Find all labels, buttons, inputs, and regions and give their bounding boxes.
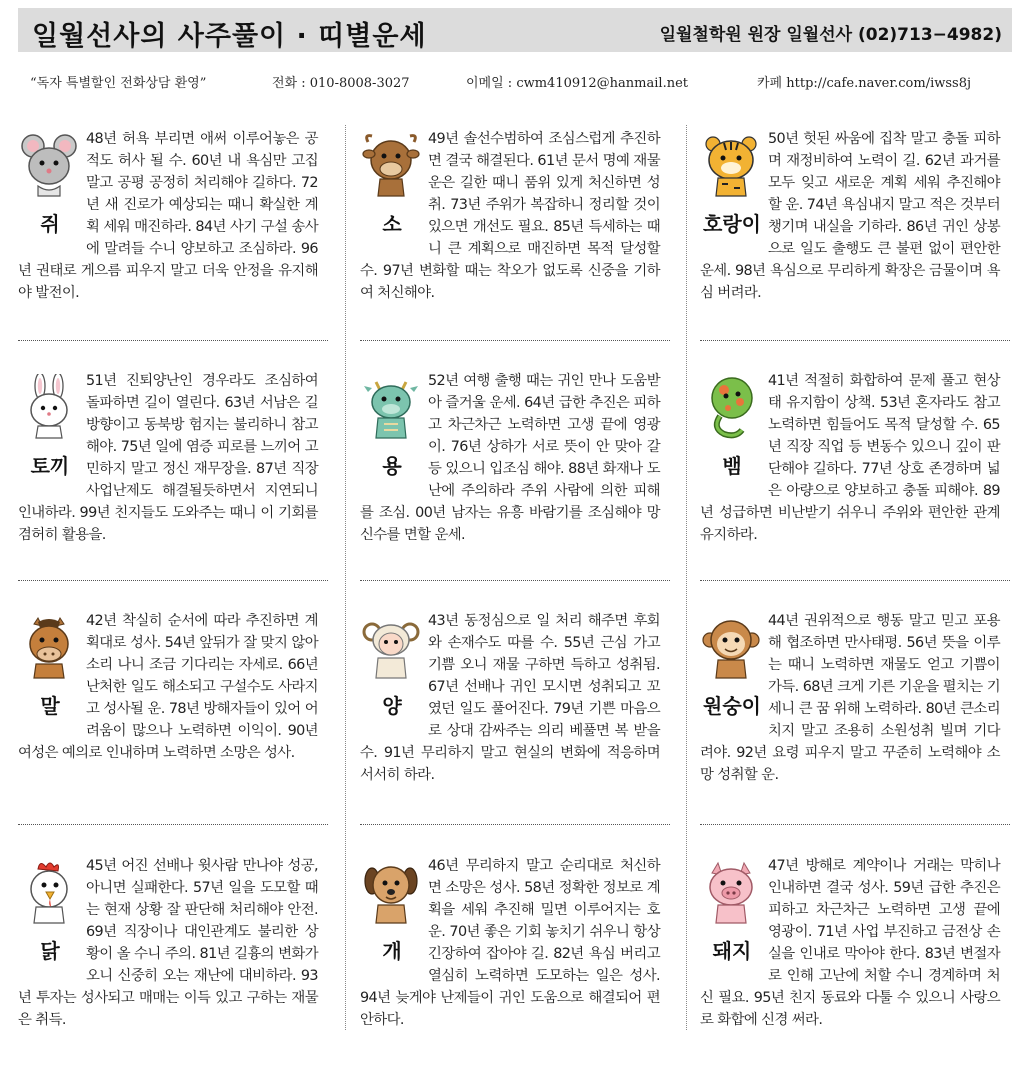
monkey-icon: [702, 614, 760, 680]
fortune-text: 51년 진퇴양난인 경우라도 조심하여 돌파하면 길이 열린다. 63년 서남은 길 방향이고 동북방 험지는 불리하니 참고해야. 75년 일에 염증 피로를 느끼어 고민하지 말고 정신 재무장을. 87년 직장 사업난제도 해결될듯하면서 지연되니 인내하라. 99년 친지들도 도와주는 때니 이 기회를 겸허히 활용을.: [18, 373, 318, 543]
zodiac-entry-dragon: [360, 370, 660, 580]
row-divider: [18, 824, 328, 825]
fortune-text: 49년 솔선수범하여 조심스럽게 추진하면 결국 해결된다. 61년 문서 명예 재물운은 길한 때니 품위 있게 처신하면 성취. 73년 주위가 복잡하니 정리할 것이 있으면 개선도 필요. 85년 득세하는 때니 큰 계획으로 매진하면 목적 달성할 수. 97년 변화할 때는 착오가 없도록 신중을 기하여 처신해야.: [360, 131, 660, 301]
column-divider: [345, 125, 346, 1030]
row-divider: [360, 824, 670, 825]
zodiac-entry-tiger: [700, 128, 1000, 338]
horse-icon: [20, 614, 78, 680]
fortune-text: 50년 헛된 싸움에 집착 말고 충돌 피하며 재정비하여 노력이 길. 62년 과거를 모두 잊고 새로운 계획 세워 추진해야 할 운. 74년 욕심내지 말고 적은 것부터 챙기며 내실을 기하라. 86년 귀인 상봉으로 일도 출행도 큰 불편 없이 편안한 운세. 98년 욕심으로 무리하게 확장은 금물이며 욕심 버려라.: [700, 131, 1000, 301]
zodiac-entry-horse: [18, 610, 318, 820]
author-credit: 일월철학원 원장 일월선사 (02)713−4982): [659, 25, 1002, 45]
zodiac-name: 돼지: [712, 939, 752, 963]
fortune-text: 45년 어진 선배나 윗사람 만나야 성공, 아니면 실패한다. 57년 일을 도모할 때는 현재 상황 잘 판단해 처리해야 안전. 69년 직장이나 대인관계도 불리한 상황이 올 수니 주의. 81년 길흉의 변화가 오니 신중히 오는 재난에 대비하라. 93년 투자는 성사되고 매매는 이득 있고 구하는 재물은 취득.: [18, 858, 318, 1028]
fortune-text: 46년 무리하지 말고 순리대로 처신하면 소망은 성사. 58년 정확한 정보로 계획을 세워 추진해 밀면 이루어지는 호운. 70년 좋은 기회 놓치기 쉬우니 항상 긴장하여 잡아야 길. 82년 욕심 버리고 열심히 노력하면 도모하는 일은 성사. 94년 늦게야 난제들이 귀인 도움으로 해결되어 편안하다.: [360, 858, 660, 1028]
row-divider: [360, 340, 670, 341]
zodiac-name: 토끼: [30, 454, 70, 478]
zodiac-entry-monkey: [700, 610, 1000, 820]
column-divider: [686, 125, 687, 1030]
page-title: 일월선사의 사주풀이 · 띠별운세: [32, 21, 427, 52]
rabbit-icon: [20, 374, 78, 440]
sheep-icon: [362, 614, 420, 680]
cafe-link[interactable]: 카페 http://cafe.naver.com/iwss8j: [757, 76, 972, 91]
zodiac-entry-dog: [360, 855, 660, 1065]
zodiac-name: 말: [40, 694, 60, 718]
zodiac-entry-rabbit: [18, 370, 318, 580]
fortune-text: 52년 여행 출행 때는 귀인 만나 도움받아 즐거울 운세. 64년 급한 추진은 피하고 차근차근 노력하면 고생 끝에 영광이. 76년 상하가 서로 뜻이 안 맞아 갈등 있으니 입조심 해야. 88년 화재나 도난에 주의하라 주위 사람에 의한 피해를 조심. 00년 남자는 유흥 바람기를 조심해야 망신수를 면할 운세.: [360, 373, 660, 543]
dragon-icon: [362, 374, 420, 440]
zodiac-entry-snake: [700, 370, 1000, 580]
zodiac-name: 소: [382, 212, 402, 236]
header-banner: [18, 8, 1012, 52]
phone-text: 전화 : 010-8008-3027: [272, 76, 410, 91]
ox-icon: [362, 132, 420, 198]
snake-icon: [702, 374, 760, 440]
fortune-text: 44년 권위적으로 행동 말고 믿고 포용해 협조하면 만사태평. 56년 뜻을 이루는 때니 노력하면 재물도 얻고 기쁨이 가득. 68년 크게 기른 기운을 펼치는 기세니 큰 꿈 위해 노력하라. 80년 큰소리치지 말고 조용히 소원성취 빌며 기다려야. 92년 요령 피우지 말고 꾸준히 노력해야 소망 성취할 운.: [700, 613, 1000, 783]
row-divider: [18, 580, 328, 581]
promo-text: “독자 특별할인 전화상담 환영”: [30, 76, 207, 91]
fortune-text: 47년 방해로 계약이나 거래는 막히나 인내하면 결국 성사. 59년 급한 추진은 피하고 차근차근 노력하면 고생 끝에 영광이. 71년 사업 부진하고 금전상 손실을 인내로 막아야 한다. 83년 변절자로 인해 고난에 처할 수니 경계하며 처신 필요. 95년 친지 동료와 다툴 수 있으니 사랑으로 화합에 신경 써라.: [700, 858, 1000, 1028]
row-divider: [700, 580, 1010, 581]
pig-icon: [702, 859, 760, 925]
zodiac-name: 원숭이: [703, 694, 761, 718]
zodiac-entry-rat: [18, 128, 318, 338]
row-divider: [700, 340, 1010, 341]
rat-icon: [20, 132, 78, 198]
email-text: 이메일 : cwm410912@hanmail.net: [466, 76, 688, 91]
row-divider: [18, 340, 328, 341]
zodiac-name: 양: [382, 694, 402, 718]
dog-icon: [362, 859, 420, 925]
fortune-text: 42년 착실히 순서에 따라 추진하면 계획대로 성사. 54년 앞뒤가 잘 맞지 않아 소리 나니 조금 기다리는 자세로. 66년 난처한 일도 해소되고 구설수도 사라지고 성사될 운. 78년 방해자들이 있어 어려움이 많으나 노력하면 이익이. 90년 여성은 예의로 인내하며 노력하면 소망은 성사.: [18, 613, 318, 761]
zodiac-name: 뱀: [722, 454, 742, 478]
zodiac-entry-rooster: [18, 855, 318, 1065]
zodiac-name: 쥐: [40, 212, 60, 236]
row-divider: [700, 824, 1010, 825]
zodiac-entry-ox: [360, 128, 660, 338]
fortune-text: 43년 동정심으로 일 처리 해주면 후회와 손재수도 따를 수. 55년 근심 가고 기쁨 오니 재물 구하면 득하고 성취됨. 67년 선배나 귀인 모시면 성취되고 꼬였던 일도 풀어진다. 79년 기쁜 마음으로 상대 감싸주는 의리 베풀면 복 받을 수. 91년 무리하지 말고 현실의 변화에 적응하며 서서히 하라.: [360, 613, 660, 783]
row-divider: [360, 580, 670, 581]
zodiac-name: 용: [382, 454, 402, 478]
zodiac-name: 호랑이: [703, 212, 761, 236]
zodiac-name: 개: [382, 939, 402, 963]
fortune-text: 41년 적절히 화합하여 문제 풀고 현상태 유지함이 상책. 53년 혼자라도 참고 노력하면 힘들어도 목적 달성할 수. 65년 직장 직업 등 변동수 있으니 깊이 판단해야 길하다. 77년 상호 존경하며 넓은 아량으로 양보하고 충돌 피해야. 89년 성급하면 비난받기 쉬우니 주위와 편안한 관계 유지하라.: [700, 373, 1000, 543]
fortune-text: 48년 허욕 부리면 애써 이루어놓은 공적도 허사 될 수. 60년 내 욕심만 고집 말고 공평 공정히 처리해야 길하다. 72년 새 진로가 예상되는 때니 확실한 계획 세워 매진하라. 84년 사기 구설 송사에 말려들 수니 양보하고 조심하라. 96년 권태로 게으름 피우지 말고 더욱 안정을 유지해야 발전이.: [18, 131, 318, 301]
zodiac-name: 닭: [40, 939, 60, 963]
zodiac-entry-sheep: [360, 610, 660, 820]
rooster-icon: [20, 859, 78, 925]
zodiac-entry-pig: [700, 855, 1000, 1065]
tiger-icon: [702, 132, 760, 198]
